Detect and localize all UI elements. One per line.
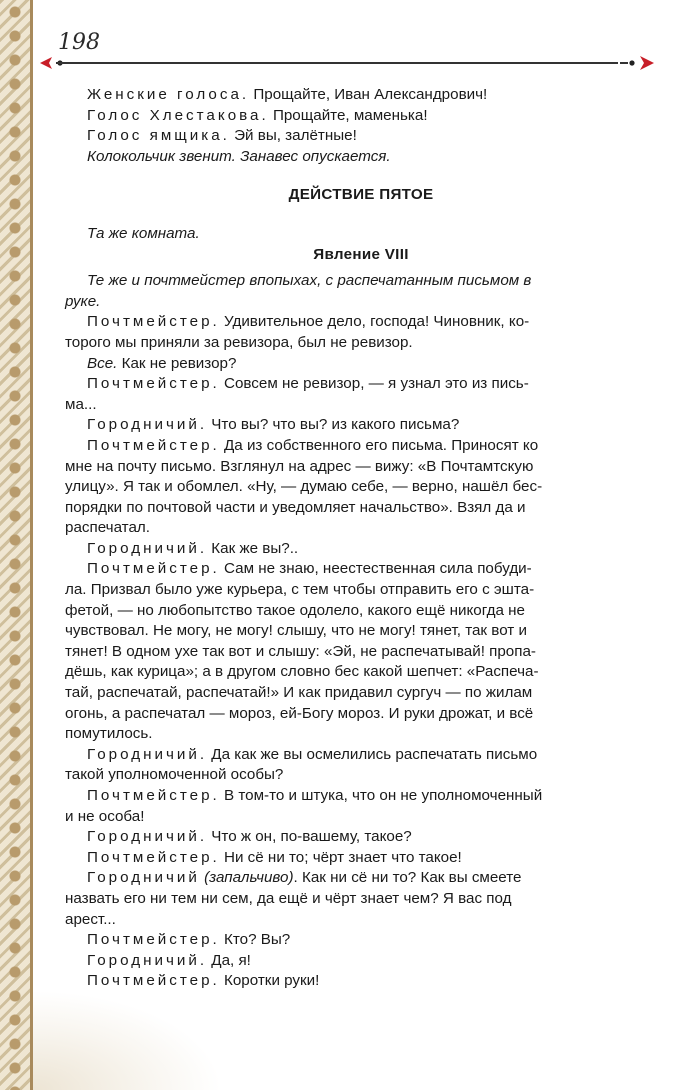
dialogue-line: [65, 807, 635, 828]
line-text: и не особа!: [65, 807, 145, 825]
line-text: такой уполномоченной особы?: [65, 766, 284, 784]
dialogue-line: [87, 868, 635, 889]
dialogue-line: [87, 971, 635, 992]
decorative-border: [0, 0, 30, 1090]
dialogue-line: [87, 374, 635, 395]
dialogue-line: [65, 642, 635, 663]
dialogue-line: [65, 477, 635, 498]
line-text: мне на почту письмо. Взглянул на адрес — вижу: «В Почтамтскую: [65, 457, 534, 475]
dialogue-line: [87, 951, 635, 972]
header-rule: [56, 62, 618, 64]
dialogue-line: [65, 498, 635, 519]
scene-setting: Та же комната.: [87, 224, 200, 242]
line-text: чувствовал. Не могу, не могу! слышу, что не могу! тянет, так вот и: [65, 622, 527, 640]
line-text: Как же вы?..: [211, 539, 299, 557]
line-text: Да как же вы осмелились распечатать письмо: [211, 745, 538, 763]
line-text: В том-то и штука, что он не уполномоченный: [224, 787, 543, 804]
dialogue-line: [65, 580, 635, 601]
line-text: Да, я!: [211, 951, 251, 969]
act-title: ДЕЙСТВИЕ ПЯТОЕ: [288, 186, 434, 204]
dialogue-line: [87, 786, 635, 807]
dialogue: [65, 312, 635, 992]
dialogue-line: [87, 930, 635, 951]
dialogue-line: [65, 333, 635, 354]
speaker-label: Городничий.: [87, 416, 208, 434]
scene-title: Явление VIII: [313, 245, 409, 263]
speaker-label: Городничий.: [87, 951, 208, 969]
line-text: дёшь, как курица»; а в другом словно бес какой шепчет: «Распеча-: [65, 663, 539, 681]
dialogue-line: [87, 312, 635, 333]
dialogue-line: [65, 395, 635, 416]
dialogue-line: [65, 724, 635, 745]
stage-direction-line: Те же и почтмейстер впопыхах, с распечатанным письмом в: [87, 272, 532, 290]
line-text: Кто? Вы?: [224, 931, 291, 949]
page-text: [65, 85, 635, 992]
dialogue-line: [65, 518, 635, 539]
line-text: тай, распечатай, распечатай!» И как придавил сургуч — по жилам: [65, 684, 533, 702]
line-text: огонь, а распечатал — мороз, ей-Богу мороз. И руки дрожат, и всё: [65, 704, 534, 722]
line-top-0: [87, 85, 635, 106]
speaker-label: Почтмейстер.: [87, 313, 220, 331]
dialogue-line: [65, 601, 635, 622]
dialogue-line: [87, 354, 635, 375]
speaker-label: Почтмейстер.: [87, 375, 220, 393]
line-text: ла. Призвал было уже курьера, с тем чтобы отправить его с эшта-: [65, 581, 535, 599]
page-number: 198: [58, 30, 100, 55]
corner-ornament: [33, 990, 223, 1090]
dialogue-line: [87, 848, 635, 869]
line-text: торого мы приняли за ревизора, был не ревизор.: [65, 333, 413, 351]
line-text: Удивительное дело, господа! Чиновник, ко-: [224, 313, 530, 331]
speaker-label: Почтмейстер.: [87, 787, 220, 804]
line-top-1: [87, 106, 635, 127]
line-text: фетой, — но любопытство такое одолело, какого ещё никогда не: [65, 601, 525, 619]
line-text: Прощайте, Иван Александрович!: [253, 86, 488, 103]
stage-direction: Колокольчик звенит. Занавес опускается.: [87, 147, 391, 165]
dialogue-line: [65, 704, 635, 725]
line-top-2: [87, 126, 635, 147]
speaker-label: Почтмейстер.: [87, 931, 220, 949]
right-rule-ornament-icon: [620, 53, 656, 73]
line-text: порядки по почтовой части и уведомляет начальство». Взял да и: [65, 498, 526, 516]
dialogue-line: [87, 559, 635, 580]
line-text: Что вы? что вы? из какого письма?: [211, 416, 460, 434]
speaker-label: Почтмейстер.: [87, 436, 220, 454]
stage-direction-line: руке.: [65, 292, 101, 310]
speaker-label: Почтмейстер.: [87, 560, 220, 578]
line-text: помутилось.: [65, 725, 153, 743]
dialogue-line: [87, 539, 635, 560]
stage-remark: (запальчиво): [204, 869, 294, 887]
speaker-label: Все.: [87, 354, 118, 372]
dialogue-line: [65, 889, 635, 910]
dialogue-line: [65, 457, 635, 478]
speaker-label: Почтмейстер.: [87, 972, 220, 990]
speaker-label: Городничий.: [87, 745, 208, 763]
line-text: ма...: [65, 395, 97, 413]
speaker-label: Городничий: [87, 869, 200, 887]
spacer: [87, 206, 635, 224]
line-text: Коротки руки!: [224, 972, 320, 990]
dialogue-line: [65, 765, 635, 786]
dialogue-line: [65, 662, 635, 683]
line-text: Прощайте, маменька!: [272, 106, 428, 124]
speaker-label: Голос ямщика.: [87, 127, 230, 145]
dialogue-line: [87, 745, 635, 766]
border-edge: [30, 0, 33, 1090]
line-text: распечатал.: [65, 519, 150, 537]
line-text: . Как ни сё ни то? Как вы смеете: [293, 869, 522, 887]
line-text: назвать его ни тем ни сем, да ещё и чёрт знает чем? Я вас под: [65, 889, 512, 907]
dialogue-line: [87, 415, 635, 436]
dialogue-line: [87, 827, 635, 848]
line-text: Что ж он, по-вашему, такое?: [211, 828, 412, 846]
line-text: улицу». Я так и обомлел. «Ну, — думаю себе, — верно, нашёл бес-: [65, 478, 543, 496]
line-text: арест...: [65, 910, 116, 928]
line-text: Эй вы, залётные!: [234, 127, 357, 145]
line-text: тянет! В одном ухе так вот и слышу: «Эй, не распечатывай! пропа-: [65, 642, 536, 660]
line-text: Сам не знаю, неестественная сила побуди-: [224, 560, 532, 578]
speaker-label: Почтмейстер.: [87, 848, 220, 866]
line-text: Да из собственного его письма. Приносят ко: [224, 436, 539, 454]
speaker-label: Городничий.: [87, 539, 208, 557]
dialogue-line: [65, 910, 635, 931]
line-text: Совсем не ревизор, — я узнал это из пись-: [224, 375, 529, 393]
dialogue-line: [65, 683, 635, 704]
dialogue-line: [87, 436, 635, 457]
dialogue-line: [65, 621, 635, 642]
speaker-label: Городничий.: [87, 828, 208, 846]
line-text: Как не ревизор?: [121, 354, 237, 372]
speaker-label: Женские голоса.: [87, 86, 250, 103]
speaker-label: Голос Хлестакова.: [87, 106, 269, 124]
line-text: Ни сё ни то; чёрт знает что такое!: [224, 848, 462, 866]
spacer: [87, 167, 635, 185]
